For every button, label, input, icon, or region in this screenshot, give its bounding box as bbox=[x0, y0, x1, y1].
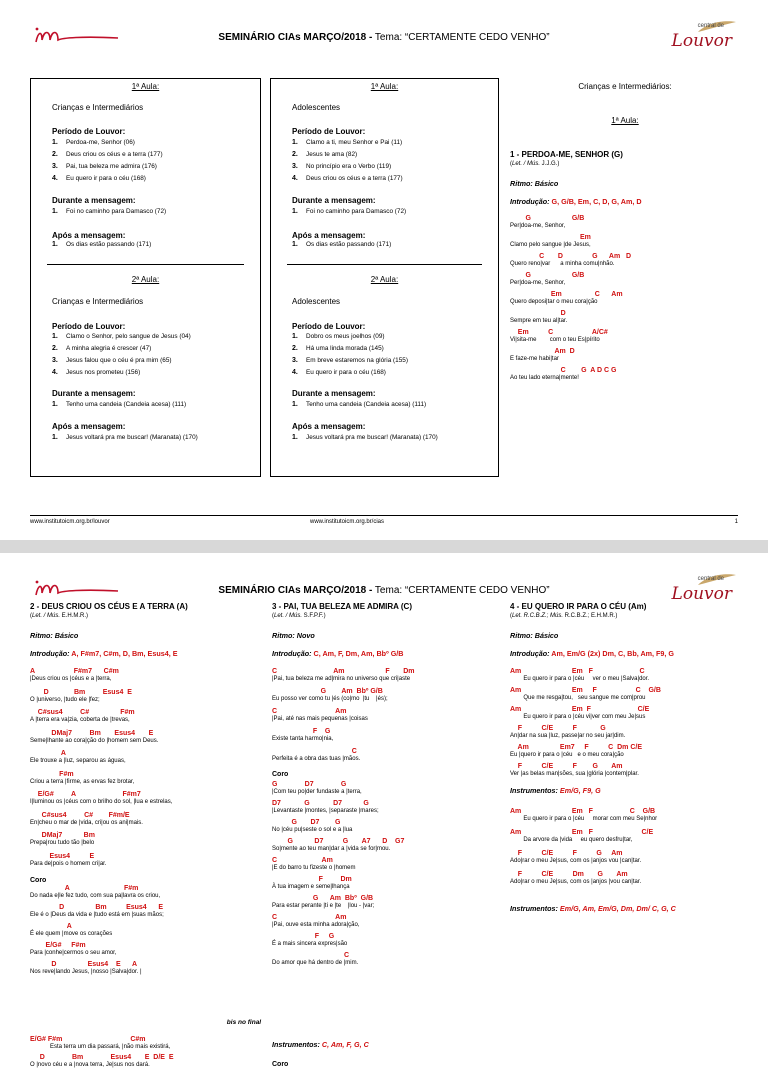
ritmo: Ritmo: Básico bbox=[510, 631, 559, 640]
song-credit: (Let. / Mús. E.H.M.R.) bbox=[30, 613, 89, 619]
chord-line: D Bm Esus4 E D/E E bbox=[30, 1054, 174, 1061]
item-number: 1. bbox=[292, 333, 298, 340]
lyric-line: Ado|rar o meu Je|sus, com os |anjos vou |can|tar. bbox=[510, 858, 642, 864]
chord-line: Am Em F C G/B bbox=[510, 687, 661, 694]
ritmo: Ritmo: Básico bbox=[30, 631, 79, 640]
introducao: Introdução: C, Am, F, Dm, Am, Bbº G/B bbox=[272, 649, 404, 658]
lyric-line: Ado|rar o meu Je|sus, com os |anjos |vou can|tar. bbox=[510, 879, 642, 885]
item-number: 3. bbox=[52, 163, 58, 170]
item-number: 1. bbox=[52, 401, 58, 408]
list-item bbox=[292, 175, 403, 182]
item-number: 1. bbox=[52, 139, 58, 146]
list-item bbox=[292, 208, 406, 215]
instrumentos: Instrumentos: Em/G, Am, Em/G, Dm, Dm/ C, G, C bbox=[510, 904, 676, 913]
list-item bbox=[52, 434, 198, 441]
item-number: 1. bbox=[292, 401, 298, 408]
lyric-line: |Com teu po|der fundaste a |terra, bbox=[272, 789, 362, 795]
list-item bbox=[292, 369, 386, 376]
schedule-box-adolescentes bbox=[270, 78, 499, 477]
chord-line: C#sus4 C# F#m bbox=[30, 709, 135, 716]
item-text: Deus criou os céus e a terra (177) bbox=[306, 175, 403, 182]
lyric-line: Eu |quero ir para o |céu e o meu cora|ção bbox=[510, 752, 624, 758]
chord-line: F C/E F G Am bbox=[510, 850, 623, 857]
chord-line: C D G Am D bbox=[510, 253, 632, 260]
item-number: 1. bbox=[292, 139, 298, 146]
lyric-line: O |universo, |tudo ele |fez; bbox=[30, 696, 100, 703]
chord-line: A bbox=[30, 750, 66, 757]
lyric-line: |Pai, ouve esta minha adora|ção, bbox=[272, 922, 360, 928]
item-text: Perdoa-me, Senhor (06) bbox=[66, 139, 135, 146]
item-number: 4. bbox=[292, 369, 298, 376]
item-text: Clamo o Senhor, pelo sangue de Jesus (04) bbox=[66, 333, 191, 340]
list-item bbox=[52, 345, 151, 352]
apos-label: Após a mensagem: bbox=[52, 231, 126, 240]
chord-line: D7 G D7 G bbox=[272, 800, 369, 807]
chord-line: Am Em F C G/B bbox=[510, 808, 656, 815]
item-text: Jesus nos prometeu (156) bbox=[66, 369, 141, 376]
item-number: 1. bbox=[52, 333, 58, 340]
item-number: 2. bbox=[52, 345, 58, 352]
chord-line: C Am bbox=[272, 708, 347, 715]
ritmo: Ritmo: Novo bbox=[272, 631, 315, 640]
chord-line: F G bbox=[272, 728, 331, 735]
item-text: Há uma linda morada (145) bbox=[306, 345, 384, 352]
chord-line: A F#m bbox=[30, 885, 139, 892]
introducao: Introdução: Am, Em/G (2x) Dm, C, Bb, Am, F9, G bbox=[510, 649, 674, 658]
chord-line: E/G# F#m C#m bbox=[30, 1036, 146, 1043]
item-number: 3. bbox=[292, 357, 298, 364]
lyric-line: Per|doa-me, Senhor, bbox=[510, 280, 566, 286]
list-item bbox=[292, 357, 408, 364]
item-number: 1. bbox=[292, 208, 298, 215]
durante-label: Durante a mensagem: bbox=[292, 389, 376, 398]
chord-line: Esus4 E bbox=[30, 852, 95, 860]
list-item bbox=[52, 401, 186, 408]
page-number: 1 bbox=[734, 519, 738, 525]
louvor-label: Período de Louvor: bbox=[52, 322, 126, 331]
song-credit: (Let. / Mús. S.F.P.F.) bbox=[272, 613, 326, 619]
chord-line: D Bm Esus4 E bbox=[30, 688, 132, 696]
item-number: 1. bbox=[292, 241, 298, 248]
lyric-line: Nos reve|lando Jesus, |nosso |Salva|dor. | bbox=[30, 969, 142, 975]
lyric-line: |Pai, tua beleza me ad|mira no universo que cri|aste bbox=[272, 676, 411, 682]
chord-line: Am Em7 F C Dm C/E bbox=[510, 744, 642, 751]
lyric-line: Eu quero ir para o |céu vi|ver com meu Je|sus bbox=[510, 714, 646, 720]
item-text: Eu quero ir para o céu (168) bbox=[66, 175, 146, 182]
lyric-line: |Deus criou os |céus e a |terra, bbox=[30, 676, 112, 682]
chord-line: G D7 G A7 D G7 bbox=[272, 838, 405, 845]
list-item bbox=[52, 208, 166, 215]
lyric-line: Da arvore da |vida eu quero desfru|tar, bbox=[510, 837, 633, 843]
lyric-line: Eu posso ver como tu |és (co|mo |tu |és); bbox=[272, 696, 388, 702]
divider bbox=[47, 264, 244, 265]
chord-line: C Am bbox=[272, 857, 333, 864]
list-item bbox=[52, 357, 172, 364]
lyric-line: Para |conhe|cermos o seu amor, bbox=[30, 950, 117, 956]
item-text: Foi no caminho para Damasco (72) bbox=[66, 208, 167, 215]
item-number: 2. bbox=[292, 151, 298, 158]
item-text: Jesus voltará pra me buscar! (Maranata) (170) bbox=[66, 434, 198, 441]
divider bbox=[287, 264, 482, 265]
list-item bbox=[292, 434, 438, 441]
list-item bbox=[292, 401, 426, 408]
lyric-line: Que me resga|tou, seu sangue me com|prou bbox=[510, 695, 646, 701]
footer-rule bbox=[30, 515, 738, 516]
lyric-line: Criou a terra |firme, as ervas fez brotar, bbox=[30, 778, 135, 785]
item-text: Clamo a ti, meu Senhor e Pai (11) bbox=[306, 139, 403, 146]
lyric-line: |Pai, até nas mais pequenas |coisas bbox=[272, 716, 368, 722]
group-label: Crianças e Intermediários bbox=[52, 103, 144, 112]
lyric-line: Quero deposi|tar o meu cora|ção bbox=[510, 299, 598, 305]
lyric-line: So|mente ao teu man|dar a |vida se for|mou. bbox=[272, 846, 391, 852]
lyric-line: Para de|pois o homem cri|ar. bbox=[30, 860, 107, 867]
apos-label: Após a mensagem: bbox=[52, 422, 126, 431]
item-text: Pai, tua beleza me admira (176) bbox=[66, 163, 157, 170]
lyric-line: À tua imagem e seme|lhança bbox=[272, 884, 350, 890]
list-item bbox=[292, 151, 357, 158]
chord-line: DMaj7 Bm Esus4 E bbox=[30, 729, 154, 737]
durante-label: Durante a mensagem: bbox=[292, 196, 376, 205]
item-text: Os dias estão passando (171) bbox=[306, 241, 392, 248]
item-text: Eu quero ir para o céu (168) bbox=[306, 369, 386, 376]
chord-line: C#sus4 C# F#m/E bbox=[30, 811, 130, 819]
chord-line: C G A D C G bbox=[510, 367, 617, 374]
lyric-line: Eu quero ir para o |céu ver o meu |Salva|dor. bbox=[510, 676, 650, 682]
instrumentos: Instrumentos: Em/G, F9, G bbox=[510, 786, 601, 795]
song-title: 1 - PERDOA-ME, SENHOR (G) bbox=[510, 150, 623, 159]
central-louvor-logo: central de Louvor bbox=[658, 573, 738, 605]
coro-label: Coro bbox=[272, 1061, 289, 1068]
apos-label: Após a mensagem: bbox=[292, 231, 366, 240]
page-footer bbox=[30, 519, 738, 531]
aula-title: 2ª Aula: bbox=[131, 275, 160, 284]
lyric-line: Clamo pelo sangue |de Jesus, bbox=[510, 242, 591, 248]
list-item bbox=[52, 369, 140, 376]
item-text: Em breve estaremos na glória (155) bbox=[306, 357, 408, 364]
louvor-label: Período de Louvor: bbox=[292, 127, 366, 136]
chord-line: C Am F Dm bbox=[272, 668, 415, 675]
lyric-line: Quero reno|var a minha comu|nhão. bbox=[510, 261, 615, 267]
chord-line: C bbox=[272, 748, 357, 755]
item-number: 4. bbox=[292, 175, 298, 182]
chord-line: E/G# F#m bbox=[30, 942, 86, 949]
chord-line: A bbox=[30, 923, 72, 930]
item-text: Dobro os meus joelhos (09) bbox=[306, 333, 385, 340]
chord-line: D bbox=[510, 310, 566, 317]
item-text: Foi no caminho para Damasco (72) bbox=[306, 208, 407, 215]
louvor-label: Período de Louvor: bbox=[292, 322, 366, 331]
lyric-line: No |céu pu|seste o sol e a |lua bbox=[272, 827, 353, 833]
item-number: 3. bbox=[52, 357, 58, 364]
lyric-line: I|luminou os |céus com o brilho do sol, |lua e estrelas, bbox=[30, 799, 173, 805]
chord-line: Am Em F C bbox=[510, 668, 645, 675]
louvor-label: Período de Louvor: bbox=[52, 127, 126, 136]
durante-label: Durante a mensagem: bbox=[52, 389, 136, 398]
lyric-line: Ele é o |Deus da vida e |tudo está em |suas mãos; bbox=[30, 912, 164, 918]
chord-line: Am Em F C/E bbox=[510, 706, 650, 713]
bis-note: bis no final bbox=[225, 1019, 262, 1026]
coro-label: Coro bbox=[30, 877, 47, 884]
group-label: Crianças e Intermediários bbox=[52, 297, 144, 306]
song-title: 4 - EU QUERO IR PARA O CÉU (Am) bbox=[510, 602, 647, 611]
lyric-line: |Levantaste |montes, |separaste |mares; bbox=[272, 808, 379, 814]
page-2 bbox=[0, 553, 768, 1068]
chord-line: Em C A/C# bbox=[510, 329, 608, 336]
lyric-line: É ele quem |move os corações bbox=[30, 931, 113, 937]
item-number: 1. bbox=[52, 434, 58, 441]
lyric-line: Prepa|rou tudo tão |belo bbox=[30, 840, 95, 846]
lyric-line: |E do barro tu fizeste o |homem bbox=[272, 865, 356, 871]
item-text: A minha alegria é crescer (47) bbox=[66, 345, 152, 352]
lyric-line: Ele trouxe a |luz, separou as águas, bbox=[30, 758, 126, 764]
item-text: No princípio era o Verbo (119) bbox=[306, 163, 392, 170]
lyric-line: Perfeita é a obra das tuas |mãos. bbox=[272, 756, 361, 762]
lyric-line: Para estar perante |ti e |te |lou - |var; bbox=[272, 903, 375, 909]
list-item bbox=[292, 139, 402, 146]
chord-line: F G bbox=[272, 933, 335, 940]
list-item bbox=[292, 241, 391, 248]
aula-title: 1ª Aula: bbox=[131, 82, 160, 91]
lyric-line: Ao teu lado eterna|mente! bbox=[510, 375, 579, 381]
footer-link-cias[interactable]: www.institutoicm.org.br/cias bbox=[310, 519, 385, 525]
chord-line: C Am bbox=[272, 914, 347, 921]
list-item bbox=[52, 151, 163, 158]
aula-title: 2ª Aula: bbox=[370, 275, 399, 284]
lyric-line: Ver |as belas man|sões, sua |glória |contem|plar. bbox=[510, 771, 639, 777]
chord-line: F Dm bbox=[272, 876, 352, 883]
group-label: Adolescentes bbox=[292, 103, 341, 112]
item-number: 1. bbox=[292, 434, 298, 441]
item-text: Tenho uma candeia (Candeia acesa) (111) bbox=[66, 401, 187, 408]
lyric-line: En|cheu o mar de |vida, cri|ou os ani|mais. bbox=[30, 819, 143, 826]
chord-line: Em C Am bbox=[510, 291, 623, 298]
lyric-line: O |novo céu e a |nova terra, Je|sus nos dará. bbox=[30, 1062, 150, 1068]
list-item bbox=[52, 139, 135, 146]
chord-line: D Esus4 E A bbox=[30, 961, 138, 968]
instrumentos: Instrumentos: C, Am, F, G, C bbox=[272, 1040, 369, 1049]
chord-line: G D7 G bbox=[272, 781, 347, 788]
coro-label: Coro bbox=[272, 771, 289, 778]
introducao: Introdução: A, F#m7, C#m, D, Bm, Esus4, E bbox=[30, 649, 178, 658]
ritmo: Ritmo: Básico bbox=[510, 179, 559, 188]
item-number: 4. bbox=[52, 175, 58, 182]
item-number: 2. bbox=[292, 345, 298, 352]
song-title: 3 - PAI, TUA BELEZA ME ADMIRA (C) bbox=[272, 602, 412, 611]
lyric-line: Sempre em teu al|tar. bbox=[510, 318, 568, 324]
lyric-line: Do nada e|le fez tudo, com sua pa|lavra os criou, bbox=[30, 893, 161, 899]
song-title: 2 - DEUS CRIOU OS CÉUS E A TERRA (A) bbox=[30, 602, 188, 611]
schedule-box-criancas bbox=[30, 78, 261, 477]
item-number: 1. bbox=[52, 208, 58, 215]
apos-label: Após a mensagem: bbox=[292, 422, 366, 431]
chord-line: G G/B bbox=[510, 272, 585, 279]
header-title: SEMINÁRIO CIAs MARÇO/2018 - Tema: “CERTAMENTE CEDO VENHO” bbox=[218, 32, 550, 43]
item-text: Os dias estão passando (171) bbox=[66, 241, 152, 248]
chord-line: Am D bbox=[510, 348, 575, 355]
chord-line: F C/E Dm G Am bbox=[510, 871, 628, 878]
introducao: Introdução: G, G/B, Em, C, D, G, Am, D bbox=[510, 197, 642, 206]
chord-line: G Am Bbº G/B bbox=[272, 895, 374, 902]
aula-title: 1ª Aula: bbox=[370, 82, 399, 91]
chord-line: C bbox=[272, 952, 350, 959]
chord-line: DMaj7 Bm bbox=[30, 832, 95, 839]
lyric-line: Esta terra um dia passará, |não mais existirá, bbox=[30, 1044, 171, 1050]
lyric-line: Per|doa-me, Senhor, bbox=[510, 223, 566, 229]
column-heading: Crianças e Intermediários: bbox=[578, 82, 672, 91]
item-text: Deus criou os céus e a terra (177) bbox=[66, 151, 163, 158]
chord-line: Em bbox=[510, 234, 591, 241]
chord-line: G G/B bbox=[510, 215, 585, 222]
chord-line: D Bm Esus4 E bbox=[30, 904, 164, 911]
chord-line: F C/E F G Am bbox=[510, 763, 623, 770]
lyric-line: Do amor que há dentro de |mim. bbox=[272, 960, 359, 966]
page-gap bbox=[0, 540, 768, 553]
chord-line: Am Em F C/E bbox=[510, 829, 654, 836]
lyric-line: É a mais sincera expres|são bbox=[272, 941, 348, 947]
chord-line: F#m bbox=[30, 770, 74, 778]
central-louvor-logo: central de Louvor bbox=[658, 20, 738, 52]
lyric-line: Existe tanta harmo|nia, bbox=[272, 736, 334, 742]
list-item bbox=[52, 333, 191, 340]
chord-line: G Am Bbº G/B bbox=[272, 688, 383, 695]
item-number: 1. bbox=[52, 241, 58, 248]
lyric-line: An|dar na sua |luz, passe|ar no seu jar|dim. bbox=[510, 733, 626, 739]
item-number: 2. bbox=[52, 151, 58, 158]
lyric-line: E faze-me habi|tar bbox=[510, 356, 559, 362]
lyric-line: Seme|lhante ao cora|ção do |homem sem Deus. bbox=[30, 737, 159, 744]
footer-link-louvor[interactable]: www.institutoicm.org.br/louvor bbox=[30, 519, 110, 525]
durante-label: Durante a mensagem: bbox=[52, 196, 136, 205]
lyric-line: Eu quero ir para o |céu morar com meu Se|nhor bbox=[510, 816, 658, 822]
list-item bbox=[52, 241, 151, 248]
item-text: Tenho uma candeia (Candeia acesa) (111) bbox=[306, 401, 427, 408]
chord-line: E/G# A F#m7 bbox=[30, 791, 141, 798]
list-item bbox=[292, 333, 385, 340]
header-title: SEMINÁRIO CIAs MARÇO/2018 - Tema: “CERTAMENTE CEDO VENHO” bbox=[218, 585, 550, 596]
item-text: Jesus falou que o céu é pra mim (65) bbox=[66, 357, 172, 364]
list-item bbox=[292, 163, 391, 170]
chord-line: A F#m7 C#m bbox=[30, 668, 119, 675]
song-credit: (Let. R.C.B.Z.; Mús. R.C.B.Z.; E.H.M.R.) bbox=[510, 613, 618, 619]
item-number: 4. bbox=[52, 369, 58, 376]
lyric-line: Vi|sita-me com o teu Es|pírito bbox=[510, 337, 600, 343]
chord-line: G D7 G bbox=[272, 819, 341, 826]
list-item bbox=[52, 163, 157, 170]
aula-title: 1ª Aula: bbox=[611, 116, 639, 125]
song-credit: (Let. / Mús. J.J.G.) bbox=[510, 161, 560, 167]
page-header bbox=[30, 20, 738, 52]
item-text: Jesus te ama (82) bbox=[306, 151, 358, 158]
item-text: Jesus voltará pra me buscar! (Maranata) (170) bbox=[306, 434, 438, 441]
list-item bbox=[292, 345, 384, 352]
list-item bbox=[52, 175, 146, 182]
item-number: 3. bbox=[292, 163, 298, 170]
lyric-line: A |terra era va|zia, coberta de |trevas, bbox=[30, 717, 130, 723]
page-header bbox=[30, 573, 738, 605]
chord-line: F C/E F G bbox=[510, 725, 606, 732]
group-label: Adolescentes bbox=[292, 297, 341, 306]
